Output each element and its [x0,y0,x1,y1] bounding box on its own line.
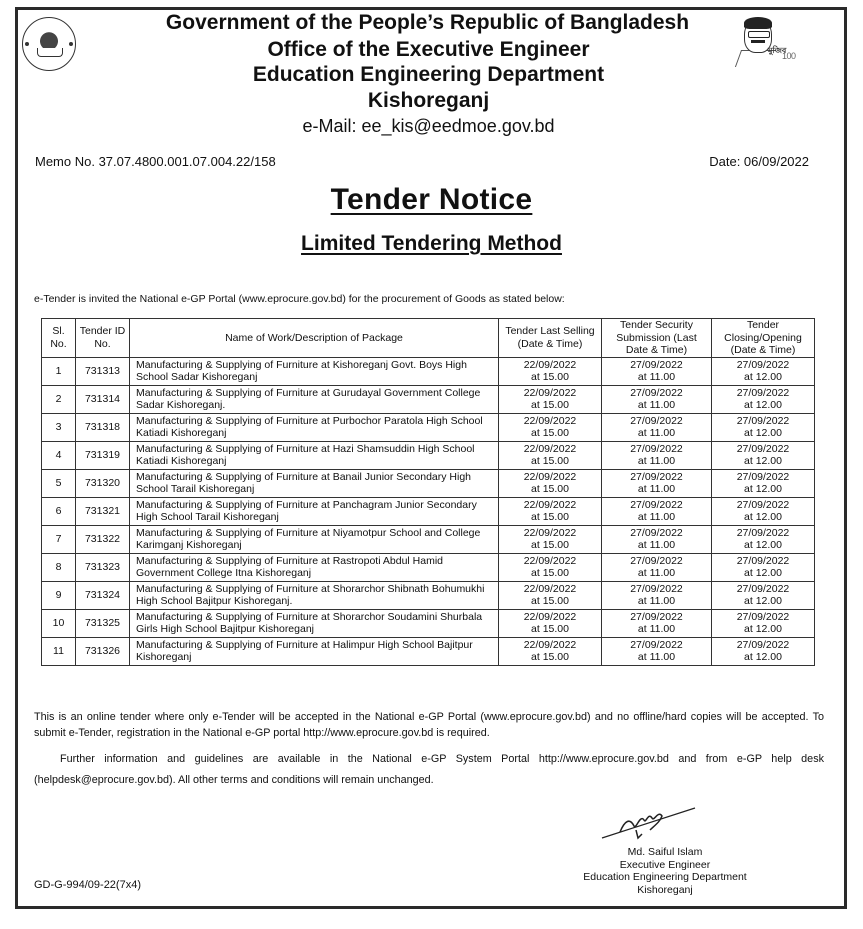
cell-security-submission [602,357,712,385]
sell-date: 22/09/2022 [523,358,577,371]
security-time: at 11.00 [637,595,676,607]
cell-last-selling [499,497,602,525]
hundred-text: 100 [782,51,796,61]
sell-time: at 15.00 [531,651,569,663]
cell-last-selling [499,385,602,413]
header-email: e-Mail: ee_kis@eedmoe.gov.bd [302,116,555,136]
table-row [42,581,815,609]
closing-date: 27/09/2022 [736,358,790,371]
cell-last-selling [499,469,602,497]
signatory-name: Md. Saiful Islam [627,846,703,858]
sell-time: at 15.00 [531,455,569,467]
sell-time: at 15.00 [531,483,569,495]
cell-tender-id: 731319 [76,441,130,469]
cell-security-submission [602,637,712,665]
cell-sl: 11 [42,637,76,665]
security-date: 27/09/2022 [630,386,683,399]
cell-description: Manufacturing & Supplying of Furniture at Panchagram Junior Secondary High School Tarail Kishoreganj [130,497,499,525]
cell-last-selling [499,581,602,609]
table-row [42,441,815,469]
security-date: 27/09/2022 [630,554,683,567]
security-time: at 11.00 [637,623,676,635]
cell-security-submission [602,413,712,441]
table-row [42,357,815,385]
cell-description: Manufacturing & Supplying of Furniture at Shorarchor Soudamini Shurbala Girls High School Bajitpur Kishoreganj [130,609,499,637]
cell-description: Manufacturing & Supplying of Furniture at Banail Junior Secondary High School Tarail Kishoreganj [130,469,499,497]
cell-closing-opening [712,385,815,413]
security-time: at 11.00 [637,651,676,663]
table-row [42,497,815,525]
sell-date: 22/09/2022 [523,526,577,539]
header-tender-id: Tender ID No. [76,319,130,358]
security-time: at 11.00 [637,511,676,523]
cell-sl: 1 [42,357,76,385]
cell-sl: 5 [42,469,76,497]
closing-date: 27/09/2022 [736,526,790,539]
cell-sl: 10 [42,609,76,637]
table-row [42,385,815,413]
online-tender-paragraph: This is an online tender where only e-Tender will be accepted in the National e-GP Portal (www.eprocure.gov.bd) and no offline/hard copies will be accepted. To submit e-Tender, registration in the National e-GP portal http://www.eprocure.gov.bd is required. [34,711,824,739]
cell-description: Manufacturing & Supplying of Furniture at Niyamotpur School and College Karimganj Kishoreganj [130,525,499,553]
tender-table [41,318,815,666]
cell-last-selling [499,357,602,385]
cell-description: Manufacturing & Supplying of Furniture at Kishoreganj Govt. Boys High School Sadar Kishoreganj [130,357,499,385]
closing-date: 27/09/2022 [736,386,790,399]
sell-date: 22/09/2022 [523,498,577,511]
sell-time: at 15.00 [531,399,569,411]
cell-closing-opening [712,469,815,497]
sell-time: at 15.00 [531,371,569,383]
cell-tender-id: 731323 [76,553,130,581]
cell-tender-id: 731318 [76,413,130,441]
cell-closing-opening [712,497,815,525]
security-time: at 11.00 [637,539,676,551]
security-date: 27/09/2022 [630,638,683,651]
header-office: Office of the Executive Engineer [267,38,590,61]
cell-security-submission [602,469,712,497]
cell-last-selling [499,525,602,553]
cell-sl: 3 [42,413,76,441]
header-security-submission: Tender Security Submission (Last Date & Time) [602,319,712,358]
cell-security-submission [602,385,712,413]
sell-date: 22/09/2022 [523,638,577,651]
cell-security-submission [602,525,712,553]
header-department: Education Engineering Department [252,63,605,86]
cell-security-submission [602,441,712,469]
closing-date: 27/09/2022 [736,638,790,651]
cell-tender-id: 731324 [76,581,130,609]
security-time: at 11.00 [637,427,676,439]
security-date: 27/09/2022 [630,442,683,455]
cell-last-selling [499,637,602,665]
table-row [42,609,815,637]
sell-time: at 15.00 [531,595,569,607]
closing-time: at 12.00 [744,371,782,383]
cell-tender-id: 731326 [76,637,130,665]
security-date: 27/09/2022 [630,498,683,511]
closing-date: 27/09/2022 [736,610,790,623]
table-row [42,413,815,441]
security-time: at 11.00 [637,483,676,495]
security-date: 27/09/2022 [630,470,683,483]
closing-time: at 12.00 [744,623,782,635]
closing-date: 27/09/2022 [736,414,790,427]
signatory-department: Education Engineering Department [583,871,747,883]
cell-last-selling [499,609,602,637]
closing-time: at 12.00 [744,567,782,579]
cell-description: Manufacturing & Supplying of Furniture at Shorarchor Shibnath Bohumukhi High School Bajitpur Kishoreganj. [130,581,499,609]
memo-date: Date: 06/09/2022 [709,154,809,169]
closing-time: at 12.00 [744,427,782,439]
signature-icon [600,800,700,845]
closing-date: 27/09/2022 [736,470,790,483]
closing-time: at 12.00 [744,511,782,523]
cell-tender-id: 731320 [76,469,130,497]
signatory-location: Kishoreganj [637,883,693,896]
sell-date: 22/09/2022 [523,442,577,455]
cell-closing-opening [712,357,815,385]
table-row [42,469,815,497]
cell-last-selling [499,413,602,441]
closing-date: 27/09/2022 [736,442,790,455]
sell-date: 22/09/2022 [523,554,577,567]
closing-time: at 12.00 [744,399,782,411]
cell-sl: 6 [42,497,76,525]
cell-security-submission [602,553,712,581]
sell-date: 22/09/2022 [523,582,577,595]
cell-last-selling [499,441,602,469]
footer-code: GD-G-994/09-22(7x4) [34,879,141,891]
cell-sl: 2 [42,385,76,413]
cell-security-submission [602,581,712,609]
security-time: at 11.00 [637,455,676,467]
cell-closing-opening [712,413,815,441]
closing-time: at 12.00 [744,483,782,495]
page-subtitle: Limited Tendering Method [301,232,562,255]
cell-last-selling [499,553,602,581]
cell-tender-id: 731325 [76,609,130,637]
sell-time: at 15.00 [531,539,569,551]
security-time: at 11.00 [637,399,676,411]
closing-time: at 12.00 [744,651,782,663]
signatory-designation: Executive Engineer [619,858,711,871]
sell-time: at 15.00 [531,427,569,439]
page-title: Tender Notice [330,183,533,216]
cell-sl: 7 [42,525,76,553]
sell-time: at 15.00 [531,511,569,523]
security-time: at 11.00 [637,567,676,579]
security-date: 27/09/2022 [630,358,683,371]
further-info-paragraph: Further information and guidelines are available in the National e-GP System Portal http://www.eprocure.gov.bd and from e-GP help desk (helpdesk@eprocure.gov.bd). All other terms and conditions will remain unchanged. [34,753,824,786]
sell-date: 22/09/2022 [523,414,577,427]
table-row [42,553,815,581]
cell-description: Manufacturing & Supplying of Furniture at Purbochor Paratola High School Katiadi Kishoreganj [130,413,499,441]
sell-time: at 15.00 [531,623,569,635]
cell-description: Manufacturing & Supplying of Furniture at Hazi Shamsuddin High School Katiadi Kishoreganj [130,441,499,469]
header-closing-opening: Tender Closing/Opening (Date & Time) [712,319,815,358]
table-row [42,525,815,553]
cell-description: Manufacturing & Supplying of Furniture at Gurudayal Government College Sadar Kishoreganj. [130,385,499,413]
sell-time: at 15.00 [531,567,569,579]
cell-closing-opening [712,553,815,581]
header-government: Government of the People’s Republic of Bangladesh [165,11,690,34]
cell-closing-opening [712,441,815,469]
security-date: 27/09/2022 [630,582,683,595]
mujib-text: মুজিব [768,46,787,55]
closing-date: 27/09/2022 [736,582,790,595]
closing-time: at 12.00 [744,595,782,607]
cell-security-submission [602,609,712,637]
sell-date: 22/09/2022 [523,470,577,483]
header-sl: Sl. No. [42,319,76,358]
header-description: Name of Work/Description of Package [130,319,499,358]
cell-security-submission [602,497,712,525]
cell-tender-id: 731313 [76,357,130,385]
table-header-row [42,319,815,358]
table-row [42,637,815,665]
cell-description: Manufacturing & Supplying of Furniture at Halimpur High School Bajitpur Kishoreganj [130,637,499,665]
closing-date: 27/09/2022 [736,498,790,511]
closing-time: at 12.00 [744,455,782,467]
cell-sl: 8 [42,553,76,581]
cell-sl: 4 [42,441,76,469]
security-date: 27/09/2022 [630,610,683,623]
cell-closing-opening [712,581,815,609]
signatory-block [560,846,770,896]
sell-date: 22/09/2022 [523,610,577,623]
cell-closing-opening [712,637,815,665]
cell-closing-opening [712,609,815,637]
cell-closing-opening [712,525,815,553]
intro-text: e-Tender is invited the National e-GP Portal (www.eprocure.gov.bd) for the procurement of Goods as stated below: [34,293,565,305]
header-last-selling: Tender Last Selling (Date & Time) [499,319,602,358]
security-date: 27/09/2022 [630,414,683,427]
cell-description: Manufacturing & Supplying of Furniture at Rastropoti Abdul Hamid Government College Itna Kishoreganj [130,553,499,581]
cell-tender-id: 731314 [76,385,130,413]
closing-time: at 12.00 [744,539,782,551]
cell-tender-id: 731322 [76,525,130,553]
closing-date: 27/09/2022 [736,554,790,567]
memo-number: Memo No. 37.07.4800.001.07.004.22/158 [35,154,276,169]
cell-tender-id: 731321 [76,497,130,525]
header-location: Kishoreganj [367,89,490,112]
security-date: 27/09/2022 [630,526,683,539]
security-time: at 11.00 [637,371,676,383]
sell-date: 22/09/2022 [523,386,577,399]
cell-sl: 9 [42,581,76,609]
